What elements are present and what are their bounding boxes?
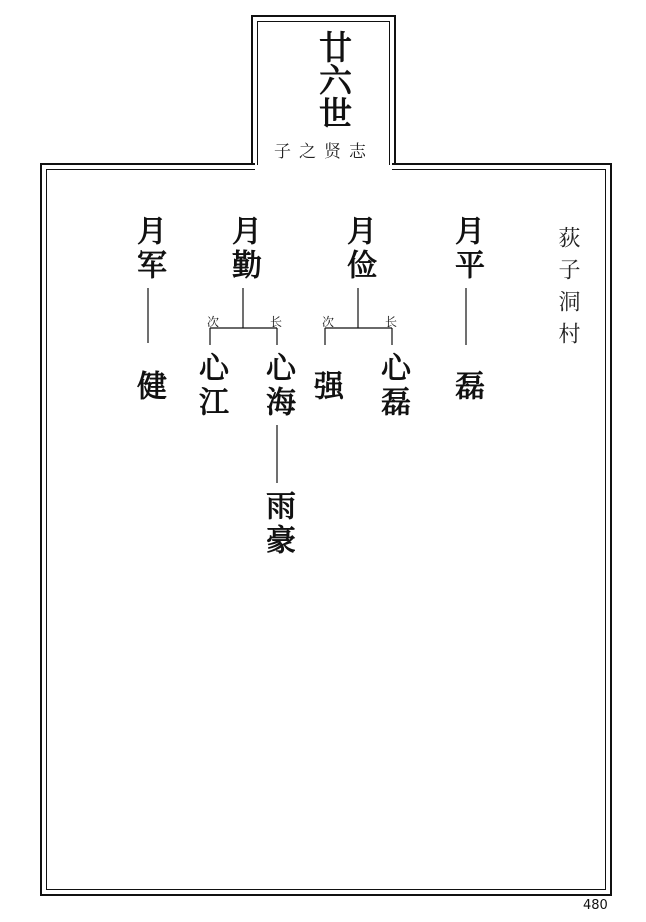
person-xinjiang: 心江 [193, 352, 228, 420]
subtitle: 子之贤志 [274, 142, 374, 162]
person-jian: 健 [131, 370, 166, 404]
person-qiang: 强 [308, 370, 343, 404]
order-mark-xinhai: 长 [270, 315, 283, 329]
generation-title: 廿六世 [314, 30, 353, 129]
order-mark-qiang: 次 [322, 315, 335, 329]
person-yuhao: 雨豪 [260, 490, 295, 558]
village-name: 荻子洞村 [555, 226, 580, 354]
order-mark-xinlei: 长 [385, 315, 398, 329]
page-number: 480 [583, 898, 608, 913]
order-mark-xinjiang: 次 [207, 315, 220, 329]
person-xinhai: 心海 [260, 352, 295, 420]
person-yueqin: 月勤 [226, 215, 261, 283]
person-xinlei: 心磊 [375, 352, 410, 420]
person-yueping: 月平 [449, 215, 484, 283]
person-yuejian: 月俭 [341, 215, 376, 283]
person-lei: 磊 [449, 370, 484, 404]
person-yuejun: 月军 [131, 215, 166, 283]
